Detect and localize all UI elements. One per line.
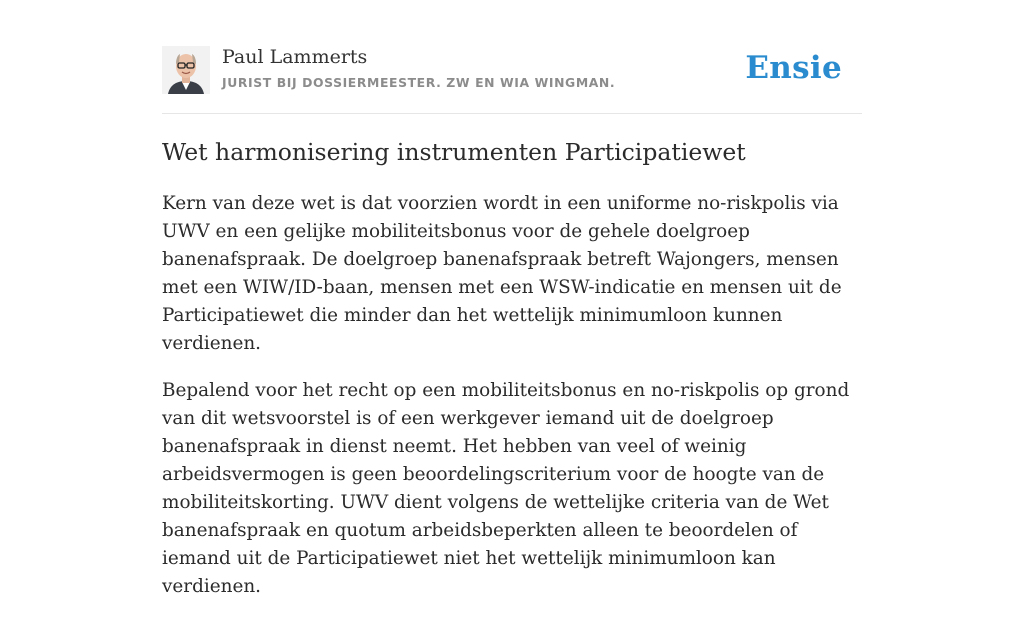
ensie-logo[interactable]: Ensie [745, 50, 842, 86]
author-avatar[interactable] [162, 46, 210, 94]
author-bio: JURIST BIJ DOSSIERMEESTER. ZW EN WIA WINGMAN. [222, 75, 616, 90]
article-paragraph: Bepalend voor het recht op een mobiliteitsbonus en no-riskpolis op grond van dit wetsvoorstel is of een werkgever iemand uit de doelgroep banenafspraak in dienst neemt. Het hebben van veel of weinig arbeidsvermogen is geen beoordelingscriterium voor de hoogte van de mobiliteitskorting. UWV dient volgens de wettelijke criteria van de Wet banenafspraak en quotum arbeidsbeperkten alleen te beoordelen of iemand uit de Participatiewet niet het wettelijk minimumloon kan verdienen. [162, 380, 850, 597]
article-paragraph: Kern van deze wet is dat voorzien wordt in een uniforme no-riskpolis via UWV en een gelijke mobiliteitsbonus voor de gehele doelgroep banenafspraak. De doelgroep banenafspraak betreft Wajongers, mensen met een WIW/ID-baan, mensen met een WSW-indicatie en mensen uit de Participatiewet die minder dan het wettelijk minimumloon kunnen verdienen. [162, 193, 842, 354]
author-name[interactable]: Paul Lammerts [222, 46, 368, 68]
article-body [162, 190, 868, 620]
article-title: Wet harmonisering instrumenten Participatiewet [162, 138, 746, 166]
person-portrait-icon [162, 46, 210, 94]
author-header [162, 0, 862, 114]
article-container [162, 0, 862, 597]
